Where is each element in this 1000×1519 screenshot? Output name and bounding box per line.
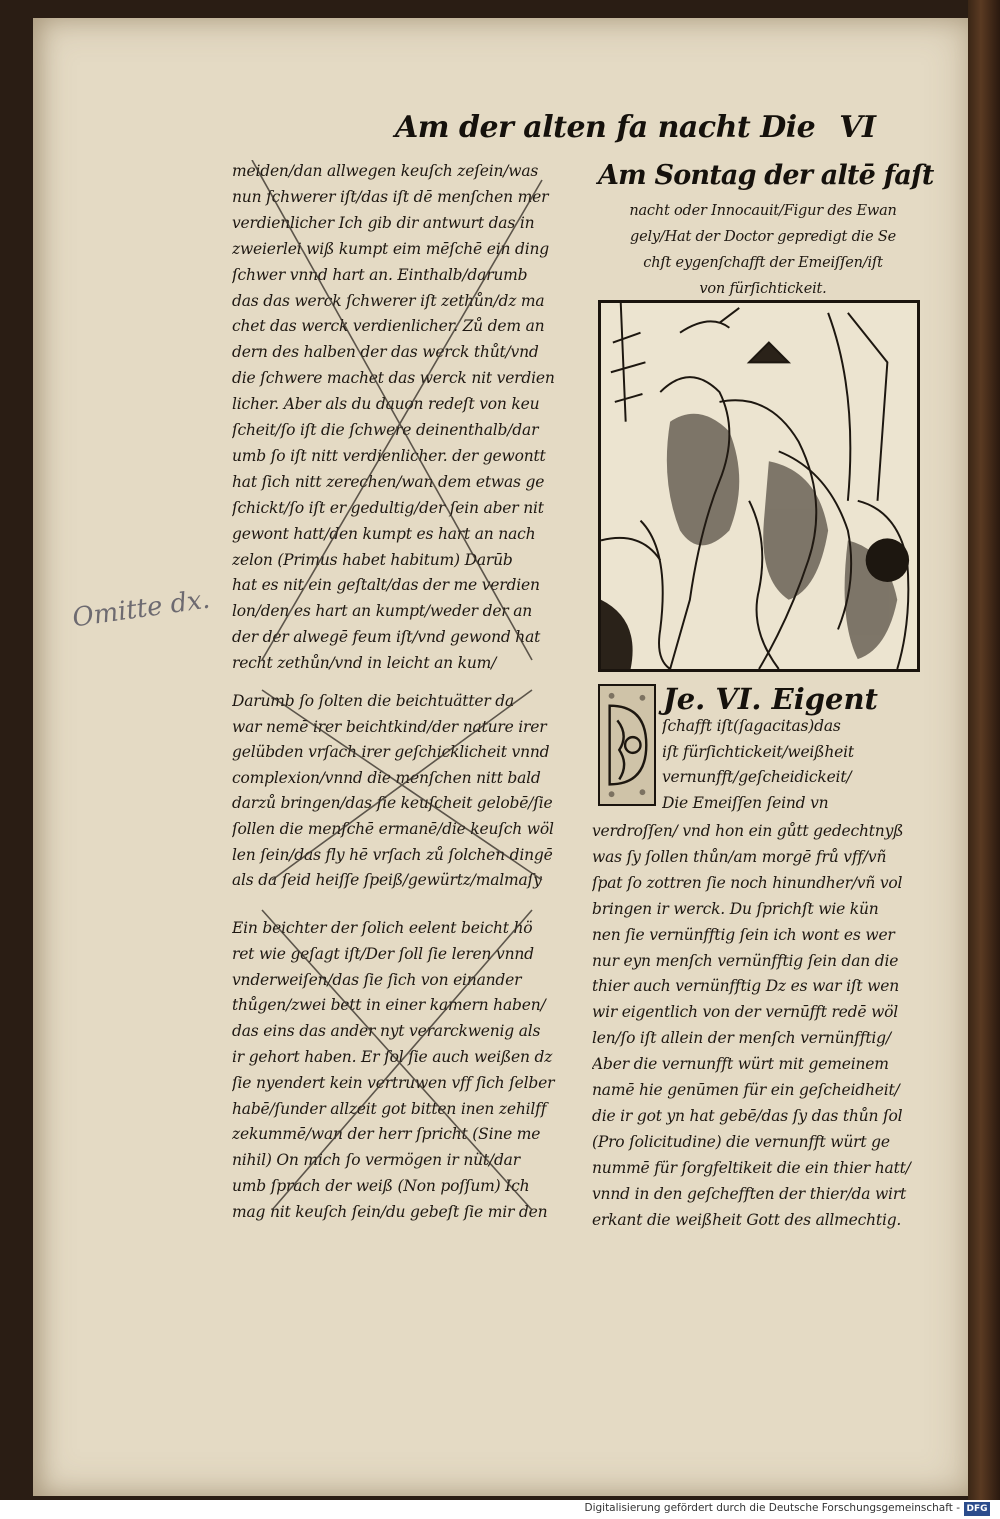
text-line: vnnd in den geſchefften der thier/da wirt [592,1184,907,1203]
text-line: vernunfft/geſcheidickeit/ [662,768,852,786]
text-line: licher. Aber als du dauon redeſt von keu [232,395,540,414]
text-line: lon/den es hart an kumpt/weder der an [232,602,533,621]
text-line: die ſchwere machet das werck nit verdien [232,369,555,388]
chapter-heading: Je. VI. Eigent [663,682,878,716]
text-line: ſchafft iſt(ſagacitas)das [662,717,841,735]
text-line: die ir got yn hat gebē/das ſy das thůn ſol [592,1106,903,1125]
text-line: vnderweiſen/das ſie ſich von einander [232,970,522,989]
text-line: habē/ſunder allzeit got bitten inen zehilff [232,1099,547,1118]
text-line: ir gehort haben. Er ſol ſie auch weißen dz [232,1048,553,1066]
text-line: Die Emeiſſen ſeind vn [662,793,829,812]
book-cover-edge [968,0,1000,1500]
text-line: ſchwer vnnd hart an. Einthalb/darumb [232,265,528,284]
text-line: (Pro ſolicitudine) die vernunfft würt ge [592,1132,890,1151]
footer-credit: Digitalisierung gefördert durch die Deutsche Forschungsgemeinschaft - [584,1502,960,1514]
text-line: ſpat ſo zottren ſie noch hinundher/vñ vol [592,873,903,892]
folio-number: VI [839,110,876,145]
text-line: iſt fürſichtickeit/weißheit [662,742,854,761]
text-line: nen ſie vernünfftig ſein ich wont es wer [592,925,895,944]
text-line: erkant die weißheit Gott des allmechtig. [592,1210,902,1229]
text-line: nur eyn menſch vernünfftig ſein dan die [592,951,899,970]
text-line: verdienlicher Ich gib dir antwurt das in [232,213,535,232]
text-line: namē hie genūmen für ein geſcheidheit/ [592,1081,900,1099]
text-line: zekummē/wan der herr ſpricht (Sine me [232,1125,541,1144]
text-line: das eins das ander nyt verarckwenig als [232,1022,541,1041]
text-line: umb ſprach der weiß (Non poſſum) Ich [232,1177,530,1195]
woodcut-illustration [598,300,920,672]
text-line: ſollen die menſchē ermanē/die keuſch wöl [232,820,554,838]
text-line: bringen ir werck. Du ſprichſt wie kün [592,899,879,918]
text-line: len/ſo iſt allein der menſch vernünfftig/ [592,1029,891,1048]
text-line: Darumb ſo ſolten die beichtuätter da [232,692,515,710]
text-line: das das werck ſchwerer iſt zethůn/dz ma [232,291,545,310]
text-line: dern des halben der das werck thůt/vnd [232,343,539,362]
text-line: als da ſeid heiſſe ſpeiß/gewürtz/malmaſy [232,871,542,890]
subtitle-line: chſt eygenſchafft der Emeiſſen/iſt [643,255,883,271]
subtitle-line: von fürſichtickeit. [699,281,827,297]
text-line: recht zethůn/vnd in leicht an kum/ [232,654,497,673]
text-line: gelübden vrſach irer geſchicklicheit vnnd [232,743,550,762]
text-line: mag nit keuſch ſein/du gebeſt ſie mir den [232,1202,548,1221]
text-line: war nemē irer beichtkind/der nature irer [232,717,547,736]
text-line: zelon (Primus habet habitum) Darūb [232,550,513,569]
running-header [395,110,876,150]
text-line: ſcheit/ſo iſt die ſchwere deinenthalb/dar [232,421,539,439]
text-line: nun ſchwerer iſt/das iſt dē menſchen mer [232,187,549,206]
text-line: chet das werck verdienlicher. Zů dem an [232,317,545,336]
sermon-title: Am Sontag der altē faſt [598,160,934,191]
subtitle-line: gely/Hat der Doctor gepredigt die Se [630,229,896,245]
text-line: hat ſich nitt zerechen/wan dem etwas ge [232,472,545,491]
margin-handwritten-note: Omitte dx. [70,584,212,634]
subtitle-line: nacht oder Innocauit/Figur des Ewan [629,203,897,219]
text-line: nihil) On mich ſo vermögen ir nüt/dar [232,1151,520,1170]
text-line: was ſy ſollen thůn/am morgē frů vff/vñ [592,847,887,866]
text-line: thier auch vernünfftig Dz es war iſt wen [592,977,899,996]
text-line: gewont hatt/den kumpt es hart an nach [232,524,536,543]
text-line: len ſein/das fly hē vrſach zů ſolchen dingē [232,845,553,864]
text-line: hat es nit ein geſtalt/das der me verdien [232,576,540,595]
text-line: ret wie geſagt iſt/Der ſoll ſie leren vnnd [232,944,534,963]
text-line: thůgen/zwei bett in einer kamern haben/ [232,996,546,1015]
text-line: ſie nyendert kein vertruwen vff ſich ſelber [232,1073,555,1092]
text-line: complexion/vnnd die menſchen nitt bald [232,768,541,787]
text-line: meiden/dan allwegen keuſch zeſein/was [232,162,539,180]
text-line: Aber die vernunfft würt mit gemeinem [592,1055,889,1074]
dfg-logo: DFG [964,1502,990,1516]
text-line: umb ſo iſt nitt verdienlicher. der gewontt [232,446,546,465]
text-line: nummē für ſorgfeltikeit die ein thier hatt/ [592,1158,911,1177]
decorated-initial-d [598,684,656,806]
text-line: wir eigentlich von der vernūfft redē wöl [592,1003,899,1022]
text-line: zweierlei wiß kumpt eim mēſchē ein ding [232,239,549,258]
text-line: ſchickt/ſo iſt er gedultig/der ſein aber nit [232,498,544,517]
text-line: Ein beichter der ſolich eelent beicht hö [232,919,533,937]
text-line: verdroſſen/ vnd hon ein gůtt gedechtnyß [592,822,904,840]
text-line: der der alwegē feum iſt/vnd gewond hat [232,628,541,647]
running-title: Am der alten fa nacht Die [395,110,816,145]
text-line: darzů bringen/das ſie keuſcheit gelobē/ſie [232,794,553,813]
